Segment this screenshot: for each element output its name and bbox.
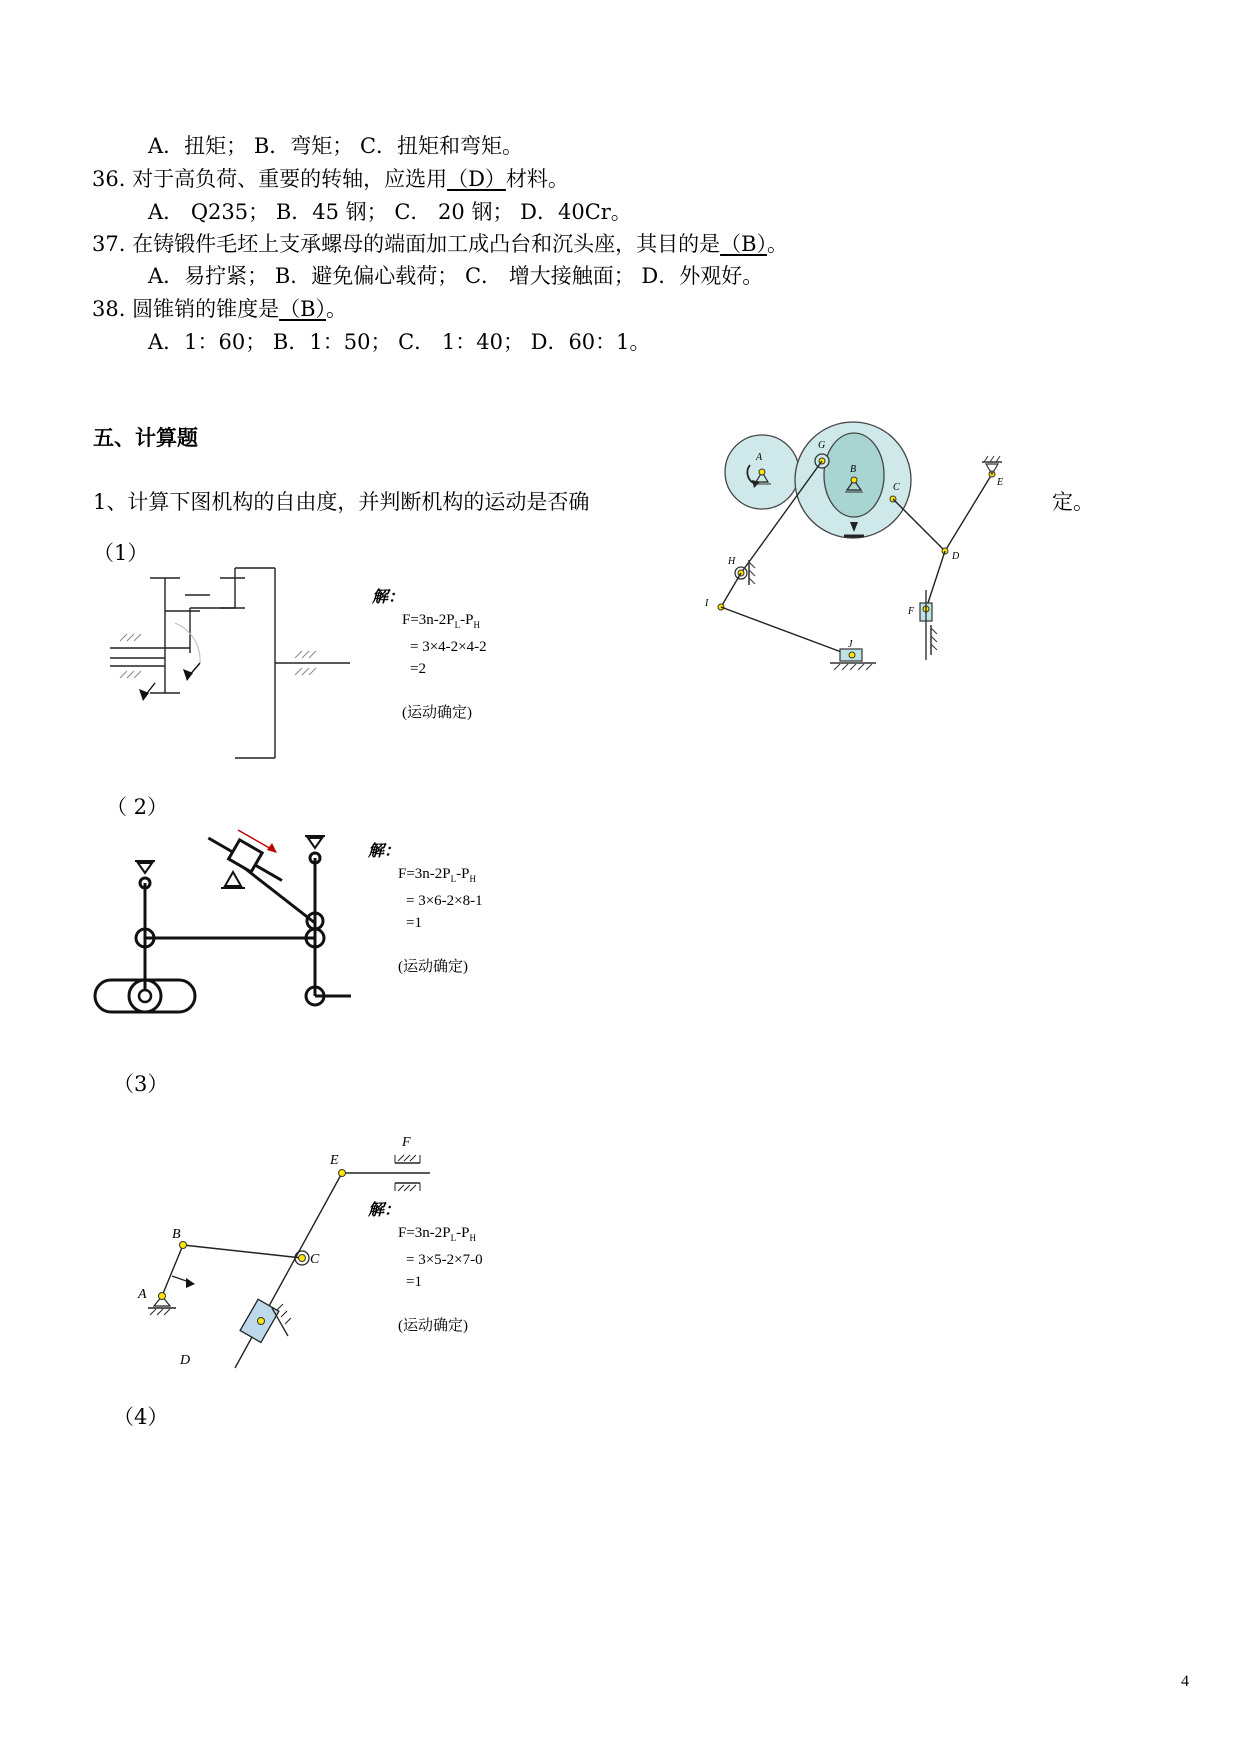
fig3-label-d: D xyxy=(180,1353,191,1368)
subproblem-2-label: （ 2） xyxy=(106,795,169,819)
fig3-label-b: B xyxy=(172,1227,181,1242)
subproblem-1-label: （1） xyxy=(93,541,149,565)
q38-stem-post: 。 xyxy=(326,297,348,321)
page-number: 4 xyxy=(1181,1673,1189,1690)
subproblem-1-formula: $F=3n-2P_L-P_H$ xyxy=(402,612,480,630)
q38-stem-pre: 38. 圆锥销的锥度是 xyxy=(92,297,280,321)
subproblem-2-calc: = 3×6-2×8-1 xyxy=(406,893,483,909)
subproblem-3-label: （3） xyxy=(113,1072,169,1096)
subproblem-1-conclusion: (运动确定) xyxy=(402,705,472,721)
q36-options: A． Q235； B．45 钢； C． 20 钢； D．40Cr。 xyxy=(148,200,632,224)
gear-label-h: H xyxy=(728,556,736,567)
q38-stem xyxy=(92,296,347,322)
fig3-label-c: C xyxy=(310,1252,320,1267)
q38-answer: （B） xyxy=(279,297,327,321)
q36-answer: （D） xyxy=(447,167,506,191)
subproblem-2-conclusion: (运动确定) xyxy=(398,959,468,975)
q37-answer: （B） xyxy=(720,232,768,256)
subproblem-1-calc: = 3×4-2×4-2 xyxy=(410,639,487,655)
fig2-mechanism xyxy=(93,828,358,1018)
subproblem-1-result: =2 xyxy=(410,661,426,677)
q36-stem-pre: 36. 对于高负荷、重要的转轴，应选用 xyxy=(92,167,448,191)
gear-label-c: C xyxy=(893,482,900,493)
subproblem-3-calc: = 3×5-2×7-0 xyxy=(406,1252,483,1268)
fig3-label-a: A xyxy=(138,1287,147,1302)
fig3-label-f: F xyxy=(402,1135,411,1150)
q38-options: A．1：60； B．1：50； C． 1：40； D．60：1。 xyxy=(148,330,651,354)
subproblem-3-conclusion: (运动确定) xyxy=(398,1318,468,1334)
gear-label-b: B xyxy=(850,464,857,475)
q36-stem-post: 材料。 xyxy=(505,167,569,191)
subproblem-2-result: =1 xyxy=(406,915,422,931)
q36-stem xyxy=(92,166,569,192)
q37-stem-pre: 37. 在铸锻件毛坯上支承螺母的端面加工成凸台和沉头座，其目的是 xyxy=(92,232,721,256)
gear-label-g: G xyxy=(818,440,826,451)
fig3-label-e: E xyxy=(330,1153,339,1168)
gear-linkage-figure xyxy=(700,410,1010,680)
gear-label-f: F xyxy=(908,606,915,617)
q37-options: A．易拧紧； B．避免偏心载荷； C． 增大接触面； D．外观好。 xyxy=(148,264,764,288)
problem1-text-left: 1、计算下图机构的自由度，并判断机构的运动是否确 xyxy=(93,490,590,514)
gear-label-a: A xyxy=(756,452,763,463)
subproblem-2-solution xyxy=(368,841,483,978)
subproblem-3-jie: 解： xyxy=(368,1202,401,1219)
subproblem-1-jie: 解： xyxy=(372,589,405,606)
gear-label-d: D xyxy=(952,551,960,562)
subproblem-3-formula: $F=3n-2P_L-P_H$ xyxy=(398,1225,476,1243)
subproblem-3-solution xyxy=(368,1200,483,1337)
section-title: 五、计算题 xyxy=(93,426,198,450)
subproblem-3-result: =1 xyxy=(406,1274,422,1290)
gear-label-i: I xyxy=(705,598,709,609)
subproblem-1-solution xyxy=(372,587,487,724)
subproblem-2-jie: 解： xyxy=(368,843,401,860)
subproblem-2-formula: $F=3n-2P_L-P_H$ xyxy=(398,866,476,884)
fig1-gear-train xyxy=(105,563,355,763)
q37-stem xyxy=(92,231,788,257)
problem1-text-right: 定。 xyxy=(1052,490,1094,514)
q35-options: A．扭矩； B．弯矩； C．扭矩和弯矩。 xyxy=(148,134,524,158)
subproblem-4-label: （4） xyxy=(113,1405,169,1429)
gear-label-j: J xyxy=(848,639,853,650)
gear-label-e: E xyxy=(997,477,1004,488)
q37-stem-post: 。 xyxy=(767,232,789,256)
